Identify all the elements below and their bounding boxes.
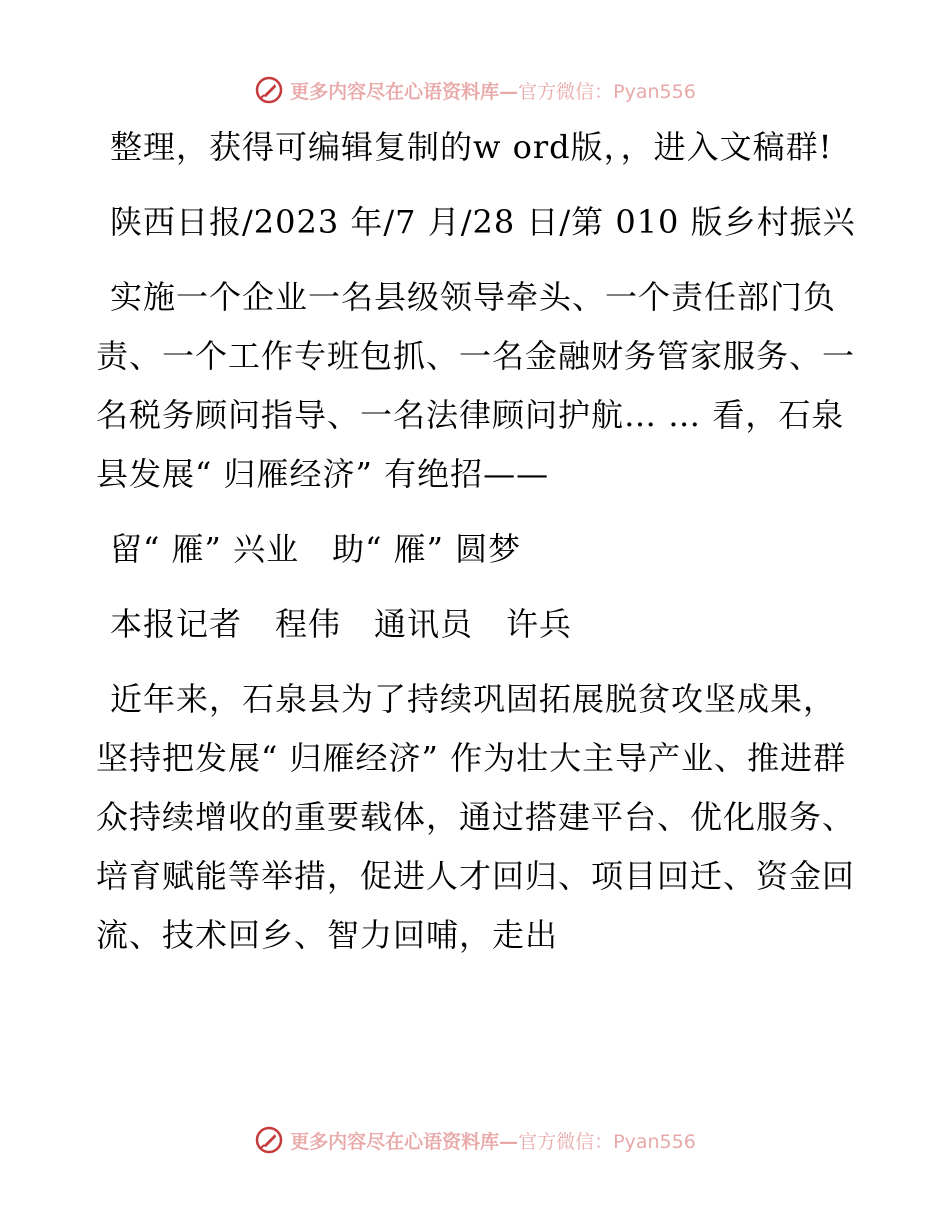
intro-paragraph: 整理，获得可编辑复制的w ord版，，进入文稿群!: [110, 128, 833, 166]
watermark-brand: 更多内容尽在心语资料库: [290, 1130, 500, 1153]
watermark-brand: 更多内容尽在心语资料库: [290, 80, 500, 103]
watermark-text: [290, 1127, 696, 1154]
body-paragraph: 近年来，石泉县为了持续巩固拓展脱贫攻坚成果，坚持把发展“ 归雁经济” 作为壮大主导产业、推进群众持续增收的重要载体，通过搭建平台、优化服务、培育赋能等举措，促进人才回归、项目回迁、资金回流、技术回乡、智力回哺，走出: [96, 680, 856, 954]
watermark-separator: —: [499, 80, 519, 103]
quill-logo-icon: [254, 1125, 284, 1155]
footer-watermark: [0, 1120, 950, 1160]
watermark-separator: —: [499, 1130, 519, 1153]
document-body: [96, 118, 856, 981]
quill-logo-icon: [254, 75, 284, 105]
lead-paragraph: 实施一个企业一名县级领导牵头、一个责任部门负责、一个工作专班包抓、一名金融财务管家服务、一名税务顾问指导、一名法律顾问护航… … 看，石泉县发展“ 归雁经济” 有绝招——: [96, 278, 856, 493]
byline: 本报记者 程伟 通讯员 许兵: [110, 605, 573, 643]
article-title: 留“ 雁” 兴业 助“ 雁” 圆梦: [110, 530, 522, 568]
header-watermark: [0, 70, 950, 110]
watermark-wechat: 官方微信：Pyan556: [518, 1130, 696, 1153]
source-line: 陕西日报/2023 年/7 月/28 日/第 010 版乡村振兴: [110, 203, 856, 241]
watermark-text: [290, 77, 696, 104]
watermark-wechat: 官方微信：Pyan556: [518, 80, 696, 103]
